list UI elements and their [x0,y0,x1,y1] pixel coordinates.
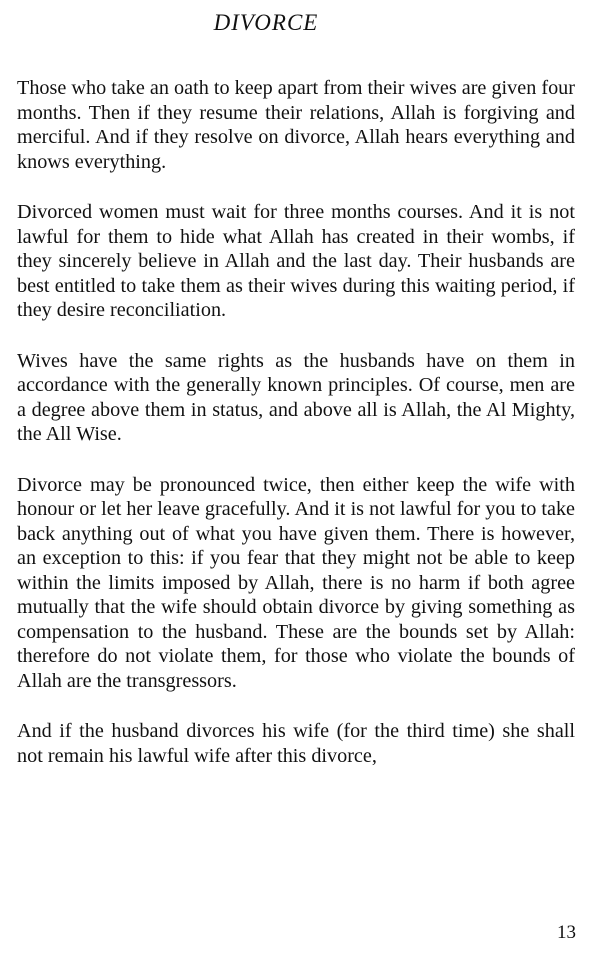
page-title: DIVORCE [213,10,319,35]
paragraph-pronounced-twice: Divorce may be pronounced twice, then either keep the wife with honour or let her leave gracefully. And it is not lawful for you to take back anything out of what you have given them. There is however, an exception to this: if you fear that they might not be able to keep within the limits imposed by Allah, there is no harm if both agree mutually that the wife should obtain divorce by giving something as compensation to the husband. These are the bounds set by Allah: therefore do not violate them, for those who violate the bounds of Allah are the transgressors. [17,473,575,692]
paragraph-rights: Wives have the same rights as the husbands have on them in accordance with the generally known principles. Of course, men are a degree above them in status, and above all is Allah, the Al Mighty, the All Wise. [17,349,575,445]
page-number: 13 [557,922,576,943]
paragraph-oath: Those who take an oath to keep apart from their wives are given four months. Then if they resume their relations, Allah is forgiving and merciful. And if they resolve on divorce, Allah hears everything and knows everything. [17,77,575,173]
paragraph-third-time: And if the husband divorces his wife (for the third time) she shall not remain his lawful wife after this divorce, [17,720,575,767]
paragraph-waiting-period: Divorced women must wait for three months courses. And it is not lawful for them to hide what Allah has created in their wombs, if they sincerely believe in Allah and the last day. Their husbands are best entitled to take them as their wives during this waiting period, if they desire reconciliation. [17,201,575,321]
body-text [17,76,575,768]
